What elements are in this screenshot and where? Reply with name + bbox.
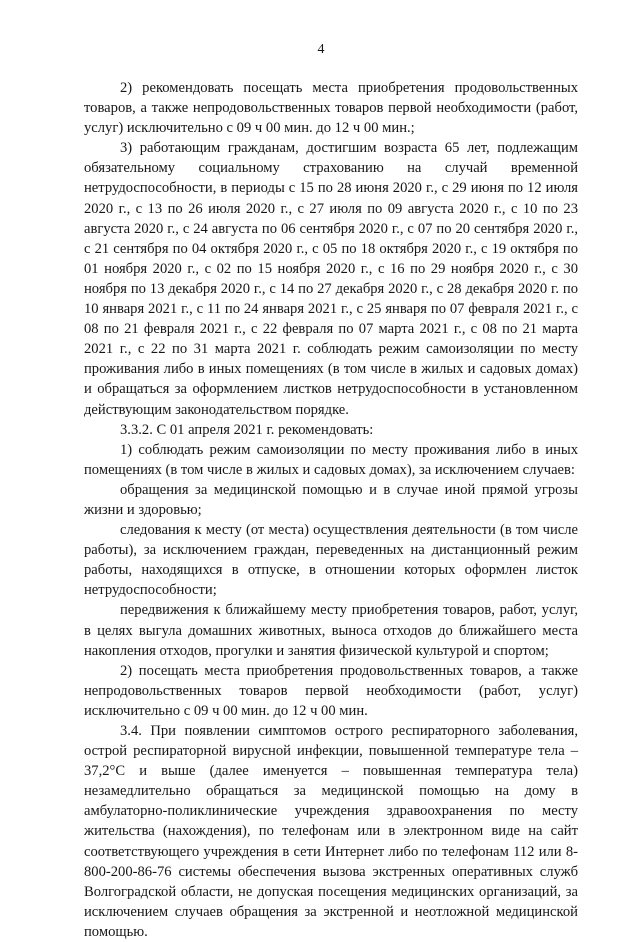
section-heading-3-3-2: 3.3.2. С 01 апреля 2021 г. рекомендовать: xyxy=(120,421,374,438)
exception-medical-help: обращения за медицинской помощью и в случае иной прямой угрозы жизни и здоровью; xyxy=(84,481,578,518)
page-number: 4 xyxy=(317,42,325,57)
exception-shopping-walks: передвижения к ближайшему месту приобретения товаров, работ, услуг, в целях выгула домашних животных, выноса отходов до ближайшего места накопления отходов, прогулки и занятия физической культурой и спортом; xyxy=(84,602,578,659)
exception-work-travel: следования к месту (от места) осуществления деятельности (в том числе работы), за исключением граждан, переведенных на дистанционный режим работы, находящихся в отпуске, в отношении которых оформлен листок нетрудоспособности; xyxy=(84,522,578,599)
paragraph-item-3: 3) работающим гражданам, достигшим возраста 65 лет, подлежащим обязательному социальному страхованию на случай временной нетрудоспособности, в периоды с 15 по 28 июня 2020 г., с 29 июня по 12 июля 2020 г., с 13 по 26 июля 2020 г., с 27 июля по 09 августа 2020 г., с 10 по 23 августа 2020 г., с 24 августа по 06 сентября 2020 г., с 07 по 20 сентября 2020 г., с 21 сентября по 04 октября 2020 г., с 05 по 18 октября 2020 г., с 19 октября по 01 ноября 2020 г., с 02 по 15 ноября 2020 г., с 16 по 29 ноября 2020 г., с 30 ноября по 13 декабря 2020 г., с 14 по 27 декабря 2020 г., с 28 декабря 2020 г. по 10 января 2021 г., с 11 по 24 января 2021 г., с 25 января по 07 февраля 2021 г., с 08 по 21 февраля 2021 г., с 22 февраля по 07 марта 2021 г., с 08 по 21 марта 2021 г., с 22 по 31 марта 2021 г. соблюдать режим самоизоляции по месту проживания либо в иных помещениях (в том числе в жилых и садовых домах) и обращаться за оформлением листков нетрудоспособности в установленном действующим законодательством порядке. xyxy=(84,140,578,418)
paragraph-shopping-hours: 2) посещать места приобретения продовольственных товаров, а также непродовольственных товаров первой необходимости (работ, услуг) исключительно с 09 ч 00 мин. до 12 ч 00 мин. xyxy=(84,662,578,719)
paragraph-self-isolation: 1) соблюдать режим самоизоляции по месту проживания либо в иных помещениях (в том числе в жилых и садовых домах), за исключением случаев: xyxy=(84,441,578,478)
paragraph-item-2: 2) рекомендовать посещать места приобретения продовольственных товаров, а также непродовольственных товаров первой необходимости (работ, услуг) исключительно с 09 ч 00 мин. до 12 ч 00 мин.; xyxy=(84,80,578,137)
section-3-4-symptoms: 3.4. При появлении симптомов острого респираторного заболевания, острой респираторной вирусной инфекции, повышенной температуре тела – 37,2°С и выше (далее именуется – повышенная температура тела) незамедлительно обращаться за медицинской помощью на дому в амбулаторно-поликлинические учреждения здравоохранения по месту жительства (нахождения), по телефонам или в электронном виде на сайт соответствующего учреждения в сети Интернет либо по телефонам 112 или 8-800-200-86-76 системы обеспечения вызова экстренных оперативных служб Волгоградской области, не допуская посещения медицинских организаций, за исключением случаев обращения за экстренной и неотложной медицинской помощью. xyxy=(84,723,578,940)
